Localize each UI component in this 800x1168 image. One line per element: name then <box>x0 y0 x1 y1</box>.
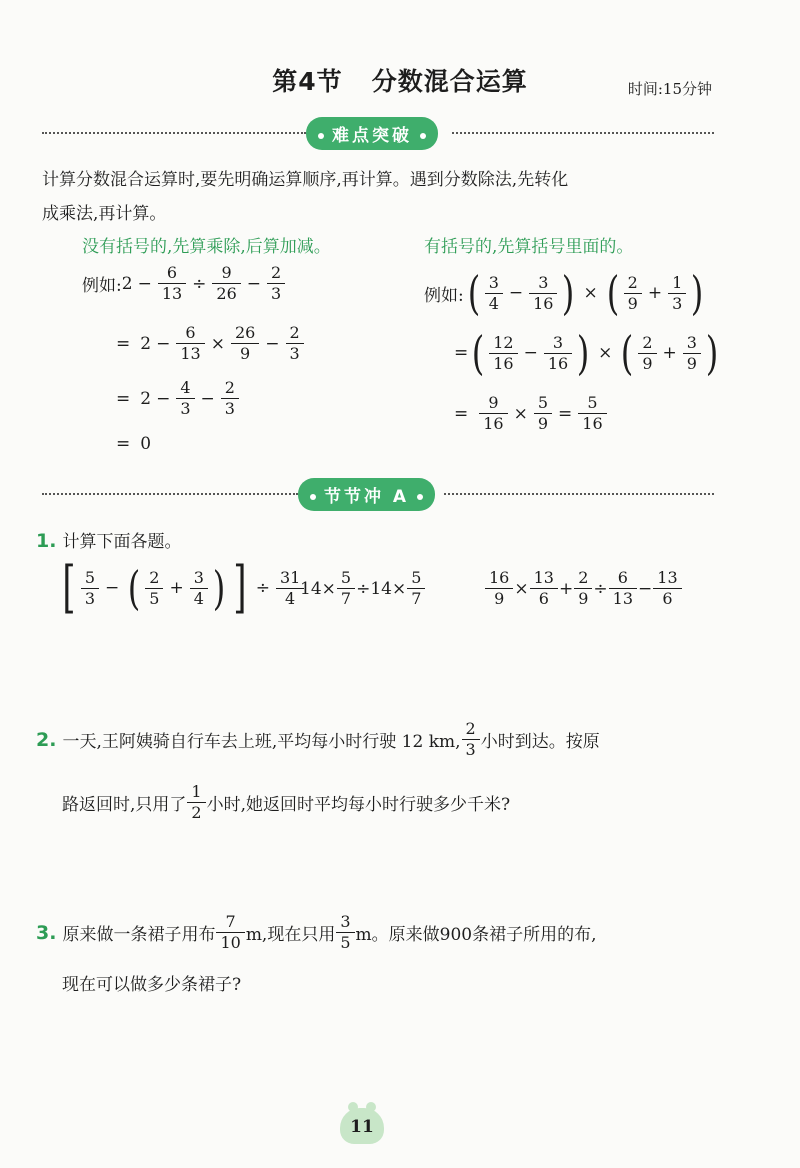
example-right-line2: = ( $\frac{12}{16}$ − $\frac{3}{16}$ ) × ( $\frac{2}{9}$ + $\frac{3}{9}$ ) <box>454 326 719 380</box>
divider-right <box>452 132 714 134</box>
page-number: 11 <box>340 1108 384 1144</box>
dot-icon <box>310 494 316 500</box>
section-title: 分数混合运算 <box>371 67 528 96</box>
rule-no-paren: 没有括号的,先算乘除,后算加减。 <box>82 237 331 257</box>
divider-left <box>42 132 306 134</box>
intro-paragraph: 计算分数混合运算时,要先明确运算顺序,再计算。遇到分数除法,先转化 成乘法,再计算。 <box>42 170 569 224</box>
q1-expression-c: $\frac{16}{9}$ × $\frac{13}{6}$ + $\frac{2}{9}$ ÷ $\frac{6}{13}$ − $\frac{13}{6}$ <box>484 568 683 609</box>
example-left-line1: 例如: 2 − $\frac{6}{13}$ ÷ $\frac{9}{26}$ − $\frac{2}{3}$ <box>82 263 286 304</box>
example-left-line2: = 2 − $\frac{6}{13}$ × $\frac{26}{9}$ − $\frac{2}{3}$ <box>116 323 305 364</box>
example-right-line1: 例如: ( $\frac{3}{4}$ − $\frac{3}{16}$ ) × ( $\frac{2}{9}$ + $\frac{1}{3}$ ) <box>424 266 704 320</box>
divider-right-2 <box>444 493 714 495</box>
q1-expression-a: [ $\frac{5}{3}$ − ( $\frac{2}{5}$ + $\frac{3}{4}$ ) ] ÷ $\frac{31}{4}$ <box>58 560 305 616</box>
example-left-line3: = 2 − $\frac{4}{3}$ − $\frac{2}{3}$ <box>116 378 240 419</box>
question-3-line1: 3. 原来做一条裙子用布 $\frac{7}{10}$ m,现在只用 $\frac{3}{5}$ m。原来做900条裙子所用的布, <box>36 912 597 952</box>
section-number: 第4节 <box>272 67 343 96</box>
dot-icon <box>417 494 423 500</box>
question-2-line2: 路返回时,只用了 $\frac{1}{2}$ 小时,她返回时平均每小时行驶多少千米? <box>62 782 511 822</box>
dot-icon <box>420 133 426 139</box>
dot-icon <box>318 133 324 139</box>
question-2-line1: 2. 一天,王阿姨骑自行车去上班,平均每小时行驶 12 km, $\frac{2}{3}$ 小时到达。按原 <box>36 719 600 759</box>
rule-with-paren: 有括号的,先算括号里面的。 <box>424 237 634 257</box>
q1-expression-b: 14× $\frac{5}{7}$ ÷14× $\frac{5}{7}$ <box>300 568 426 609</box>
divider-left-2 <box>42 493 298 495</box>
example-right-line3: = $\frac{9}{16}$ × $\frac{5}{9}$ = $\frac{5}{16}$ <box>454 393 608 434</box>
time-limit: 时间:15分钟 <box>627 80 712 98</box>
section-pill-practice: 节节冲 A <box>298 478 435 511</box>
question-3-line2: 现在可以做多少条裙子? <box>62 975 242 995</box>
example-left-line4: = 0 <box>116 434 152 454</box>
question-1: 1. 计算下面各题。 <box>36 530 182 552</box>
section-pill-difficulty: 难点突破 <box>306 117 438 150</box>
